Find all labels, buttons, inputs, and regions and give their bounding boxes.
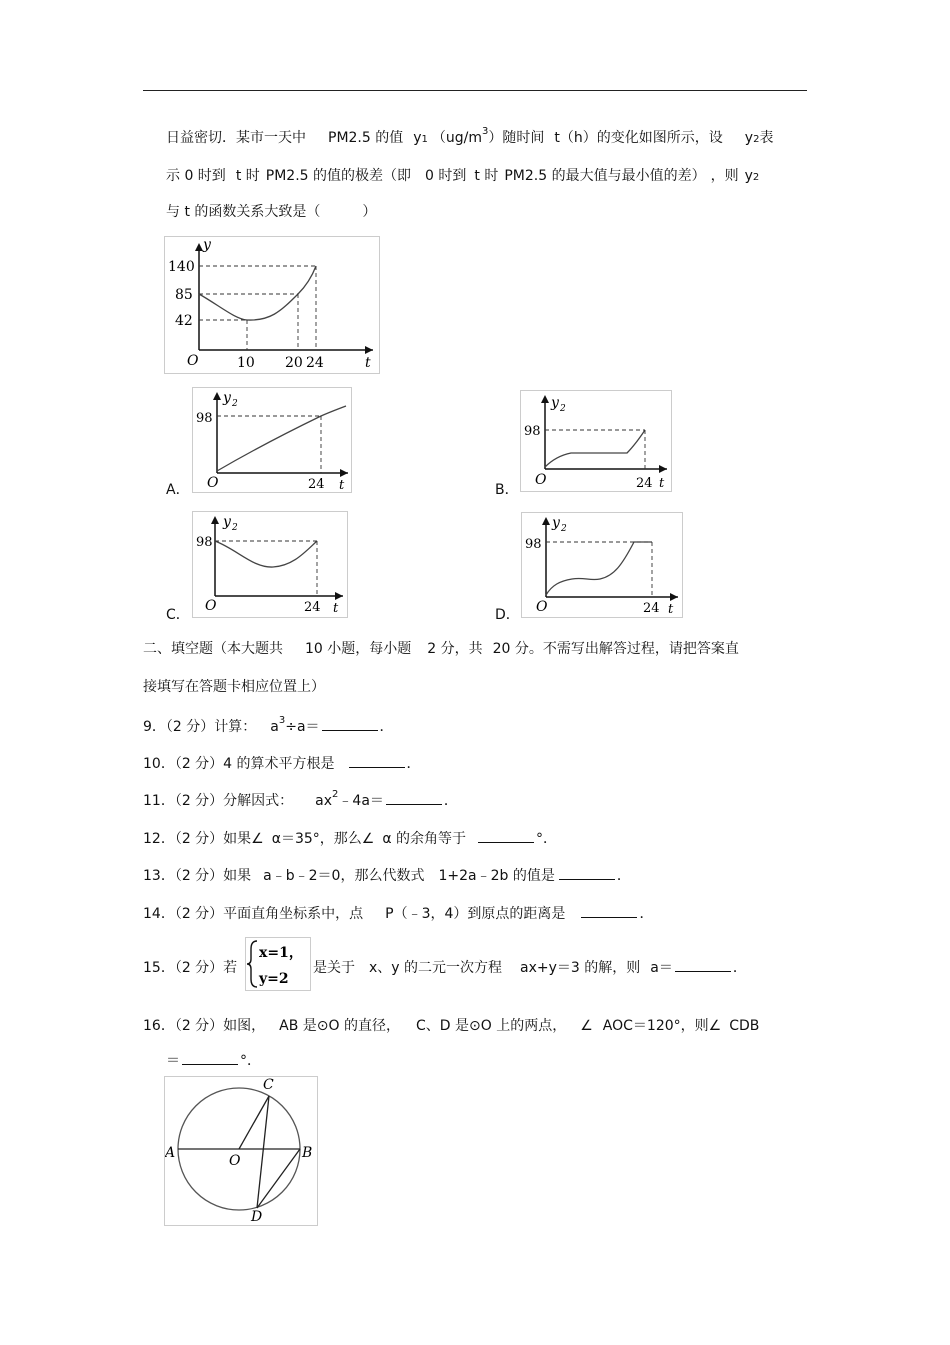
chord-db	[257, 1149, 300, 1208]
svg-text:98: 98	[524, 424, 541, 439]
answer-blank-16[interactable]	[182, 1052, 238, 1065]
question-12: 12．（2 分）如果∠ α＝35°，那么∠ α 的余角等于 °．	[143, 831, 558, 847]
point-a-label: A	[165, 1145, 176, 1161]
answer-blank-13[interactable]	[559, 867, 615, 880]
tick-24: 24	[306, 355, 324, 371]
svg-text:O: O	[205, 598, 217, 614]
q8-line-1: 日益密切．某市一天中 PM2.5 的值 y1 $(ug/m^3)$随时间 t（h）的变化如图所示，设 y2表	[166, 126, 774, 146]
point-c-label: C	[263, 1077, 274, 1093]
option-a-graph[interactable]	[192, 387, 352, 493]
svg-text:O: O	[207, 475, 219, 491]
question-13: 13．（2 分）如果 a﹣b﹣2＝0，那么代数式 1+2a﹣2b 的值是 ．	[143, 868, 631, 884]
option-b-letter[interactable]: B．	[495, 482, 519, 498]
svg-text:t: t	[659, 476, 665, 491]
q8-line-3: 与 t 的函数关系大致是（ ）	[166, 204, 377, 220]
svg-text:24: 24	[636, 476, 653, 491]
tick-20: 20	[285, 355, 303, 371]
option-d-graph[interactable]	[521, 512, 683, 618]
svg-text:2: 2	[232, 523, 238, 533]
answer-blank-15[interactable]	[675, 959, 731, 972]
question-15: 15．（2 分）若	[143, 960, 238, 976]
option-c-letter[interactable]: C．	[166, 607, 190, 623]
option-a-letter[interactable]: A．	[166, 482, 190, 498]
svg-text:24: 24	[304, 600, 321, 615]
question-16-line-1: 16．（2 分）如图， AB 是⊙O 的直径， C、D 是⊙O 上的两点， ∠ AOC＝120°，则∠ CDB	[143, 1018, 760, 1034]
svg-text:y: y	[551, 395, 559, 411]
option-d-letter[interactable]: D．	[495, 607, 520, 623]
section2-line-1: 二、填空题（本大题共 10 小题，每小题 2 分，共 20 分。不需写出解答过程，请把答案直	[143, 641, 739, 657]
circle-figure	[164, 1076, 318, 1226]
svg-text:24: 24	[643, 601, 660, 616]
option-c-curve	[215, 541, 317, 567]
svg-text:2: 2	[561, 524, 567, 534]
option-b-graph[interactable]	[520, 390, 672, 492]
question-9: 9．（2 分）计算： $a^3\div a=$ ．	[143, 715, 394, 735]
header-rule	[143, 90, 807, 91]
y-label: y	[203, 237, 211, 253]
section2-line-2: 接填写在答题卡相应位置上）	[143, 679, 325, 695]
svg-text:O: O	[535, 472, 547, 488]
option-c-graph[interactable]	[192, 511, 348, 618]
y1-curve	[199, 266, 316, 320]
point-d-label: D	[251, 1209, 263, 1225]
x-label: t	[365, 355, 371, 371]
origin-label: O	[187, 353, 199, 369]
equation-system	[245, 937, 311, 991]
svg-text:98: 98	[525, 537, 542, 552]
tick-42: 42	[175, 313, 193, 329]
tick-10: 10	[237, 355, 255, 371]
svg-text:2: 2	[560, 404, 566, 414]
question-16-line-2: ＝ °．	[166, 1053, 261, 1069]
svg-text:98: 98	[196, 535, 213, 550]
svg-text:x=1，: x=1，	[259, 945, 303, 961]
svg-text:y: y	[223, 514, 231, 530]
svg-text:98: 98	[196, 411, 213, 426]
svg-text:y: y	[552, 515, 560, 531]
answer-blank-11[interactable]	[386, 792, 442, 805]
svg-text:y: y	[223, 390, 231, 406]
svg-text:24: 24	[308, 477, 325, 492]
svg-text:y=2: y=2	[259, 971, 289, 987]
question-14: 14．（2 分）平面直角坐标系中，点 P（﹣3，4）到原点的距离是 ．	[143, 906, 654, 922]
answer-blank-9[interactable]	[322, 718, 378, 731]
option-b-curve	[545, 430, 645, 467]
svg-text:t: t	[339, 478, 345, 492]
answer-blank-14[interactable]	[581, 905, 637, 918]
svg-text:t: t	[668, 602, 674, 617]
point-b-label: B	[302, 1145, 313, 1161]
point-o-label: O	[229, 1153, 241, 1169]
question-10: 10．（2 分）4 的算术平方根是 ．	[143, 756, 421, 772]
svg-text:O: O	[536, 599, 548, 615]
option-d-curve	[546, 542, 652, 595]
tick-85: 85	[175, 287, 193, 303]
q8-line-2: 示 0 时到 t 时 PM2.5 的值的极差（即 0 时到 t 时 PM2.5 的最大值与最小值的差） ，则 y2	[166, 168, 760, 184]
question-15-rest: 是关于 x、y 的二元一次方程 ax+y＝3 的解，则 a＝ ．	[313, 960, 747, 976]
svg-text:2: 2	[232, 399, 238, 409]
brace-icon	[247, 941, 257, 987]
svg-text:t: t	[333, 601, 339, 616]
answer-blank-12[interactable]	[478, 830, 534, 843]
question-11: 11．（2 分）分解因式： $ax^2﹣4a=$ ．	[143, 789, 458, 809]
tick-140: 140	[168, 259, 195, 275]
answer-blank-10[interactable]	[349, 755, 405, 768]
pm25-graph	[164, 236, 380, 374]
